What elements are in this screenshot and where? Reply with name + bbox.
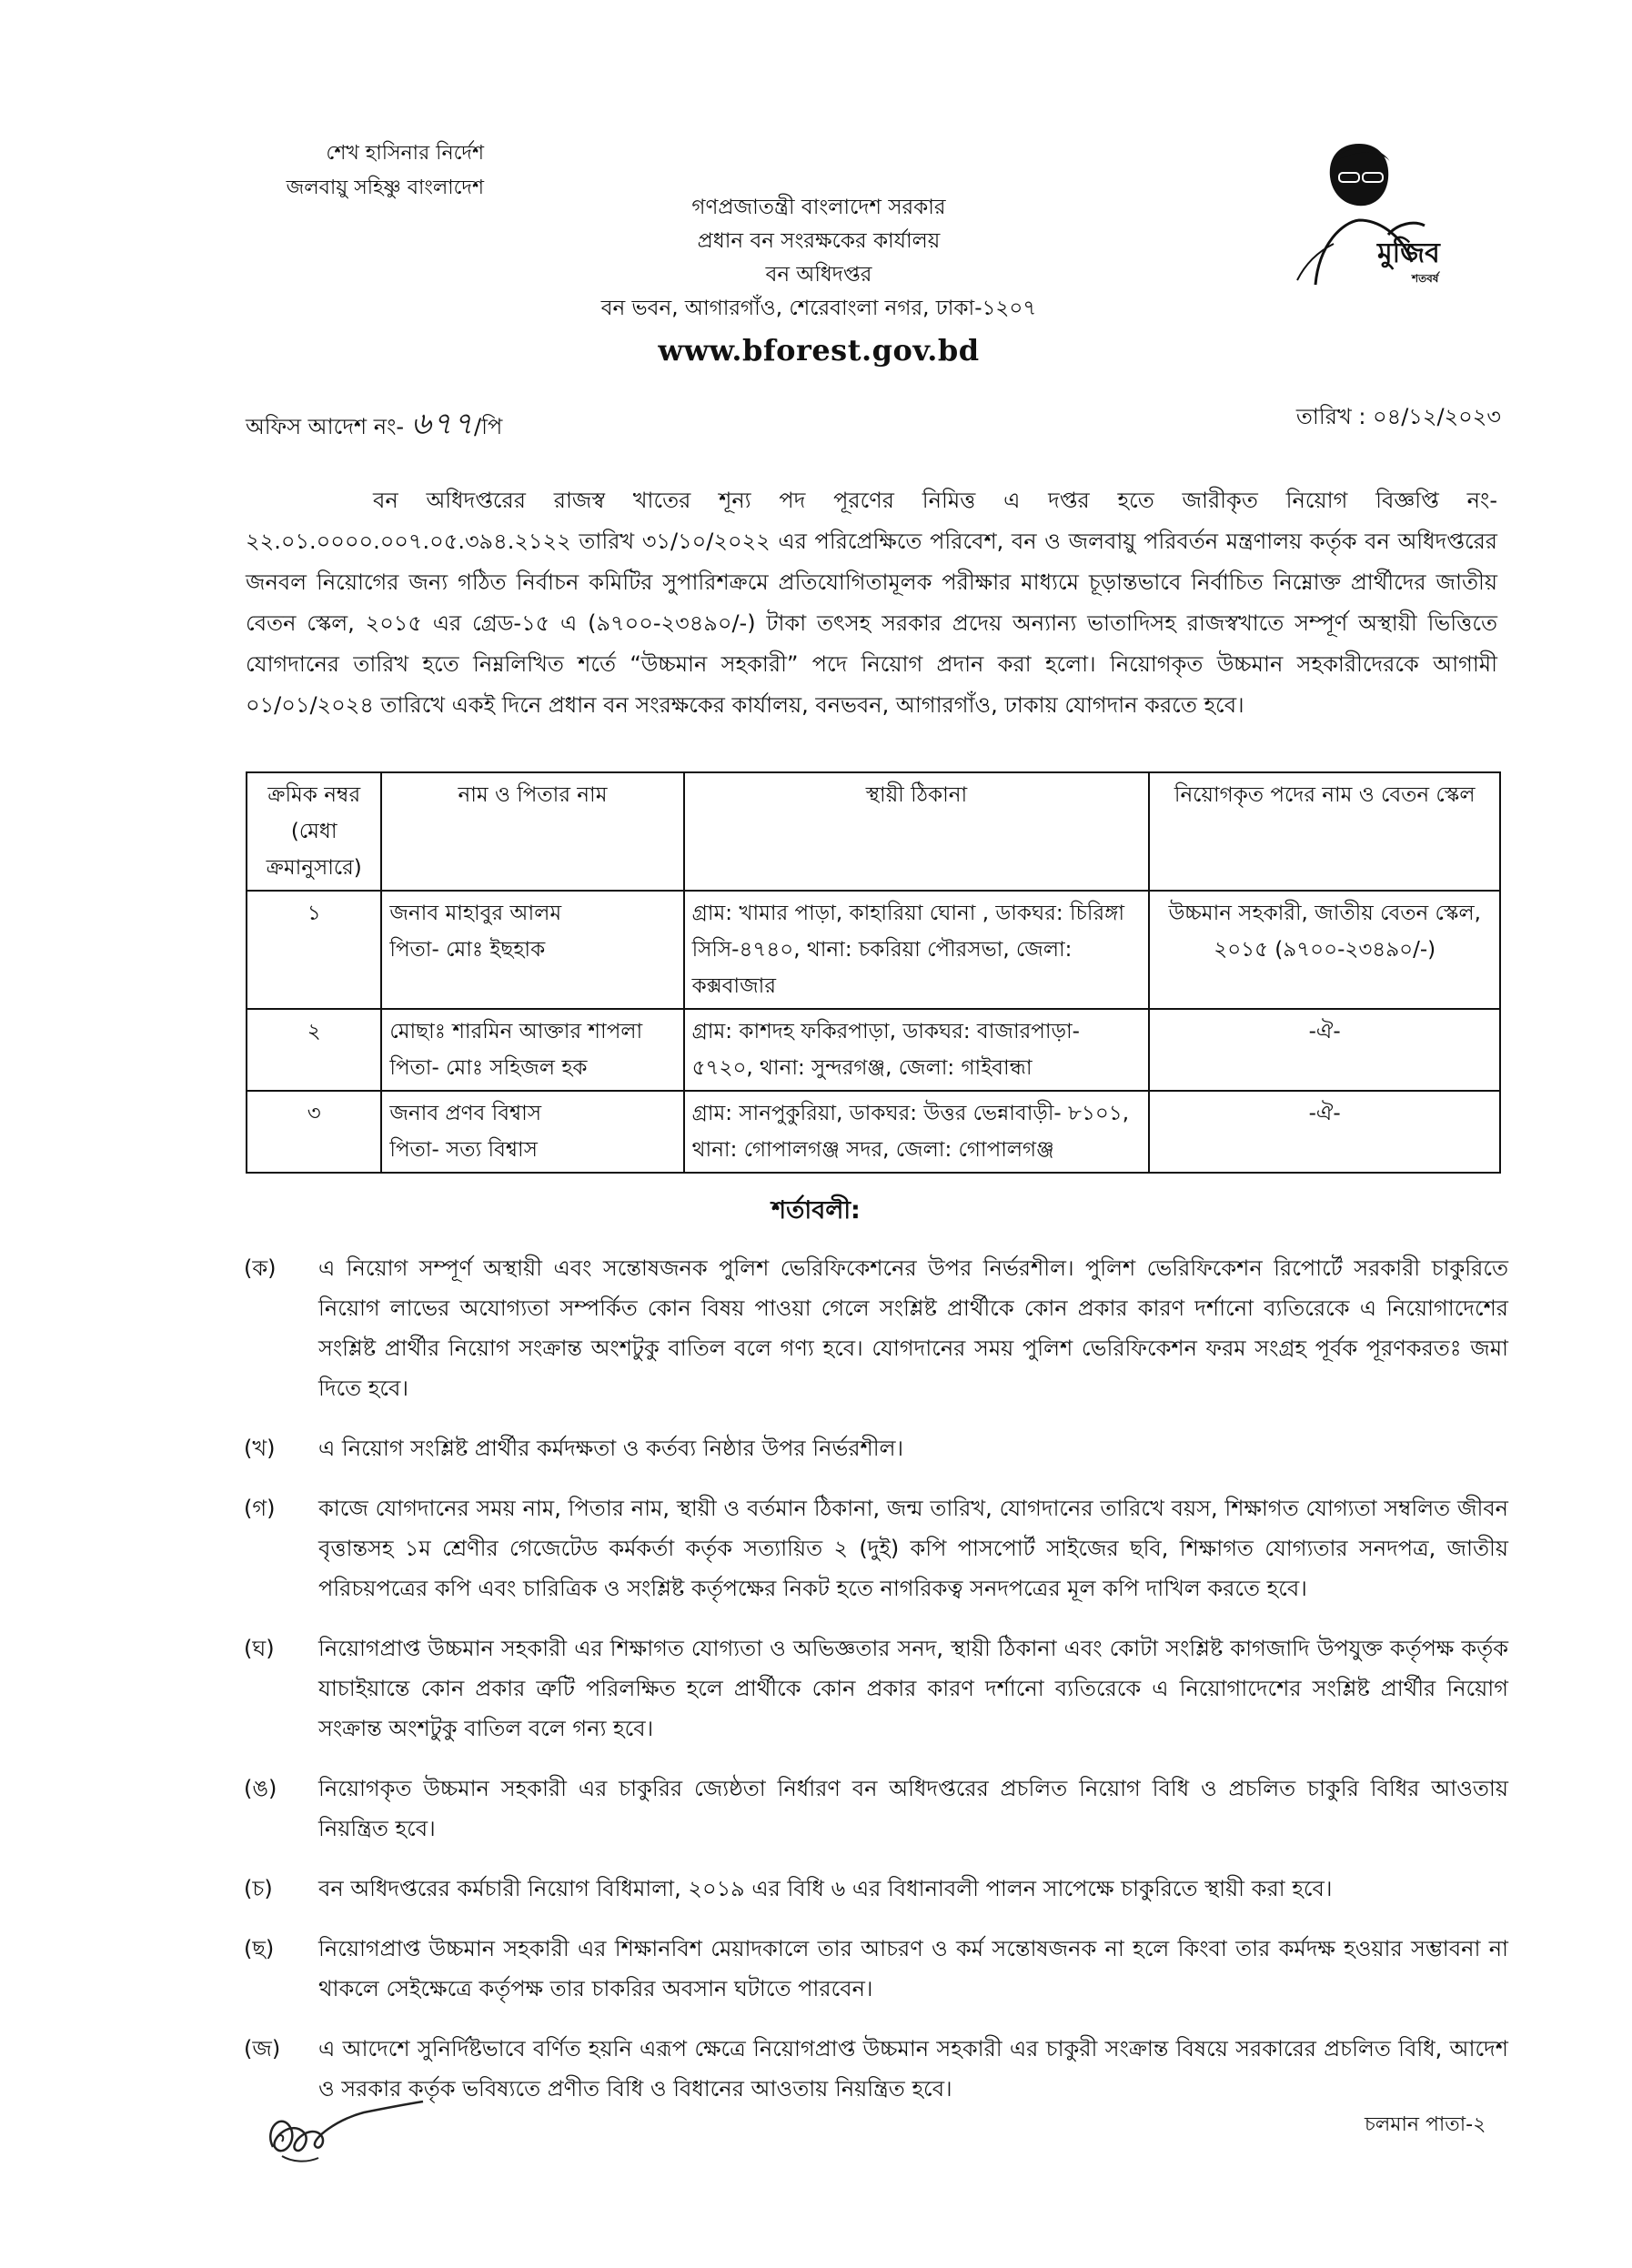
row-address: গ্রাম: সানপুকুরিয়া, ডাকঘর: উত্তর ভেন্নাবাড়ী- ৮১০১, থানা: গোপালগঞ্জ সদর, জেলা: গোপালগঞ্জ — [684, 1091, 1150, 1173]
header-name: নাম ও পিতার নাম — [381, 772, 683, 891]
table-row — [247, 891, 1500, 1009]
letterhead — [546, 191, 1092, 371]
condition-item — [244, 1769, 1508, 1849]
condition-text: বন অধিদপ্তরের কর্মচারী নিয়োগ বিধিমালা, ২০১৯ এর বিধি ৬ এর বিধানাবলী পালন সাপেক্ষে চাকুরিতে স্থায়ী করা হবে। — [318, 1876, 1333, 1901]
table-row — [247, 1091, 1500, 1173]
letterhead-website[interactable]: www.bforest.gov.bd — [658, 333, 980, 368]
conditions-title: শর্তাবলী: — [771, 1196, 861, 1225]
appointee-name: জনাব প্রণব বিশ্বাস — [389, 1102, 542, 1125]
letterhead-office: প্রধান বন সংরক্ষকের কার্যালয় — [697, 229, 941, 253]
emblem-subtext: শতবর্ষ — [1412, 272, 1439, 285]
row-name-cell — [381, 1009, 683, 1091]
header-serial: ক্রমিক নম্বর (মেধা ক্রমানুসারে) — [247, 772, 381, 891]
table-header-row — [247, 772, 1500, 891]
condition-text: কাজে যোগদানের সময় নাম, পিতার নাম, স্থায়ী ও বর্তমান ঠিকানা, জন্ম তারিখ, যোগদানের তারিখে বয়স, শিক্ষাগত যোগ্যতা সম্বলিত জীবন বৃত্তান্তসহ ১ম শ্রেণীর গেজেটেড কর্মকর্তা কর্তৃক সত্যায়িত ২ (দুই) কপি পাসপোর্ট সাইজের ছবি, শিক্ষাগত যোগ্যতার সনদপত্র, জাতীয় পরিচয়পত্রের কপি এবং চারিত্রিক ও সংশ্লিষ্ট কর্তৃপক্ষের নিকট হতে নাগরিকত্ব সনদপত্রের মূল কপি দাখিল করতে হবে। — [318, 1496, 1508, 1601]
letterhead-department: বন অধিদপ্তর — [765, 263, 872, 287]
condition-item — [244, 1488, 1508, 1608]
row-address: গ্রাম: খামার পাড়া, কাহারিয়া ঘোনা , ডাকঘর: চিরিঙ্গা সিসি-৪৭৪০, থানা: চকরিয়া পৌরসভা, জেলা: কক্সবাজার — [684, 891, 1150, 1009]
conditions-list — [244, 1248, 1508, 2129]
order-number-prefix: অফিস আদেশ নং- — [246, 414, 405, 439]
header-address: স্থায়ী ঠিকানা — [684, 772, 1150, 891]
condition-item — [244, 1248, 1508, 1408]
condition-text: এ নিয়োগ সম্পূর্ণ অস্থায়ী এবং সন্তোষজনক পুলিশ ভেরিফিকেশনের উপর নির্ভরশীল। পুলিশ ভেরিফিকেশন রিপোর্টে সরকারী চাকুরিতে নিয়োগ লাভের অযোগ্যতা সম্পর্কিত কোন বিষয় পাওয়া গেলে সংশ্লিষ্ট প্রার্থীকে কোন প্রকার কারণ দর্শানো ব্যতিরেকে এ নিয়োগাদেশের সংশ্লিষ্ট প্রার্থীর নিয়োগ সংক্রান্ত অংশটুকু বাতিল বলে গণ্য হবে। যোগদানের সময় পুলিশ ভেরিফিকেশন ফরম সংগ্রহ পূর্বক পূরণকরতঃ জমা দিতে হবে। — [318, 1255, 1508, 1401]
condition-text: নিয়োগকৃত উচ্চমান সহকারী এর চাকুরির জ্যেষ্ঠতা নির্ধারণ বন অধিদপ্তরের প্রচলিত নিয়োগ বিধি ও প্রচলিত চাকুরি বিধির আওতায় নিয়ন্ত্রিত হবে। — [318, 1776, 1508, 1841]
continue-page-label: চলমান পাতা-২ — [1365, 2113, 1486, 2136]
header-post: নিয়োগকৃত পদের নাম ও বেতন স্কেল — [1149, 772, 1500, 891]
condition-mark: (ক) — [244, 1255, 277, 1281]
condition-text: নিয়োগপ্রাপ্ত উচ্চমান সহকারী এর শিক্ষানবিশ মেয়াদকালে তার আচরণ ও কর্ম সন্তোষজনক না হলে কিংবা তার কর্মদক্ষ হওয়ার সম্ভাবনা না থাকলে সেইক্ষেত্রে কর্তৃপক্ষ তার চাকরির অবসান ঘটাতে পারবেন। — [318, 1936, 1508, 2001]
intro-text: বন অধিদপ্তরের রাজস্ব খাতের শূন্য পদ পূরণের নিমিত্ত এ দপ্তর হতে জারীকৃত নিয়োগ বিজ্ঞপ্তি নং- ২২.০১.০০০০.০০৭.০৫.৩৯৪.২১২২ তারিখ ৩১/১০/২০২২ এর পরিপ্রেক্ষিতে পরিবেশ, বন ও জলবায়ু পরিবর্তন মন্ত্রণালয় কর্তৃক বন অধিদপ্তরের জনবল নিয়োগের জন্য গঠিত নির্বাচন কমিটির সুপারিশক্রমে প্রতিযোগিতামূলক পরীক্ষার মাধ্যমে চূড়ান্তভাবে নির্বাচিত নিম্নোক্ত প্রার্থীদের জাতীয় বেতন স্কেল, ২০১৫ এর গ্রেড-১৫ এ (৯৭০০-২৩৪৯০/-) টাকা তৎসহ সরকার প্রদেয় অন্যান্য ভাতাদিসহ রাজস্বখাতে সম্পূর্ণ অস্থায়ী ভিত্তিতে যোগদানের তারিখ হতে নিম্নলিখিত শর্তে “উচ্চমান সহকারী” পদে নিয়োগ প্রদান করা হলো। নিয়োগকৃত উচ্চমান সহকারীদেরকে আগামী ০১/০১/২০২৪ তারিখে একই দিনে প্রধান বন সংরক্ষকের কার্যালয়, বনভবন, আগারগাঁও, ঢাকায় যোগদান করতে হবে। — [246, 488, 1497, 718]
slogan — [238, 136, 484, 206]
condition-mark: (গ) — [244, 1496, 276, 1521]
order-row — [246, 393, 1501, 448]
office-order-number — [246, 400, 502, 452]
handwritten-signature-icon — [255, 2092, 437, 2174]
appointee-father: পিতা- সত্য বিশ্বাস — [389, 1138, 538, 1162]
appointee-father: পিতা- মোঃ ইছহাক — [389, 938, 546, 962]
condition-mark: (জ) — [244, 2036, 281, 2061]
row-post: -ঐ- — [1149, 1009, 1500, 1091]
table-row — [247, 1009, 1500, 1091]
order-date: তারিখ : ০৪/১২/২০২৩ — [1295, 404, 1501, 429]
row-serial: ৩ — [247, 1091, 381, 1173]
emblem-text: মুজিব — [1377, 237, 1440, 269]
row-serial: ২ — [247, 1009, 381, 1091]
appointee-table — [246, 771, 1501, 1174]
row-post: উচ্চমান সহকারী, জাতীয় বেতন স্কেল, ২০১৫ (৯৭০০-২৩৪৯০/-) — [1149, 891, 1500, 1009]
condition-item — [244, 1428, 1508, 1468]
condition-mark: (ঙ) — [244, 1776, 277, 1801]
condition-item — [244, 1869, 1508, 1909]
appointee-name: মোছাঃ শারমিন আক্তার শাপলা — [389, 1020, 643, 1043]
condition-text: নিয়োগপ্রাপ্ত উচ্চমান সহকারী এর শিক্ষাগত যোগ্যতা ও অভিজ্ঞতার সনদ, স্থায়ী ঠিকানা এবং কোটা সংশ্লিষ্ট কাগজাদি উপযুক্ত কর্তৃপক্ষ কর্তৃক যাচাইয়ান্তে কোন প্রকার ত্রুটি পরিলক্ষিত হলে প্রার্থীকে কোন প্রকার কারণ দর্শানো ব্যতিরেকে এ নিয়োগাদেশের সংশ্লিষ্ট প্রার্থীর নিয়োগ সংক্রান্ত অংশটুকু বাতিল বলে গন্য হবে। — [318, 1636, 1508, 1741]
intro-paragraph — [246, 480, 1497, 726]
row-post: -ঐ- — [1149, 1091, 1500, 1173]
condition-mark: (চ) — [244, 1876, 273, 1901]
mujib-centenary-logo-icon — [1252, 126, 1479, 289]
appointee-father: পিতা- মোঃ সহিজল হক — [389, 1056, 588, 1080]
order-number-suffix: /পি — [474, 414, 503, 439]
row-name-cell — [381, 1091, 683, 1173]
condition-mark: (ছ) — [244, 1936, 275, 1961]
condition-mark: (ঘ) — [244, 1636, 275, 1661]
letterhead-government: গণপ্রজাতন্ত্রী বাংলাদেশ সরকার — [691, 196, 946, 219]
row-serial: ১ — [247, 891, 381, 1009]
slogan-line-2: জলবায়ু সহিষ্ণু বাংলাদেশ — [286, 176, 484, 199]
order-number-handwritten: ৬৭৭ — [410, 406, 475, 442]
slogan-line-1: শেখ হাসিনার নির্দেশ — [326, 142, 484, 165]
condition-item — [244, 1929, 1508, 2009]
condition-text: এ আদেশে সুনির্দিষ্টভাবে বর্ণিত হয়নি এরূপ ক্ষেত্রে নিয়োগপ্রাপ্ত উচ্চমান সহকারী এর চাকুরী সংক্রান্ত বিষয়ে সরকারের প্রচলিত বিধি, আদেশ ও সরকার কর্তৃক ভবিষ্যতে প্রণীত বিধি ও বিধানের আওতায় নিয়ন্ত্রিত হবে। — [318, 2036, 1508, 2102]
condition-mark: (খ) — [244, 1436, 276, 1461]
letterhead-address: বন ভবন, আগারগাঁও, শেরেবাংলা নগর, ঢাকা-১২০৭ — [600, 297, 1037, 320]
condition-item — [244, 1628, 1508, 1749]
row-address: গ্রাম: কাশদহ ফকিরপাড়া, ডাকঘর: বাজারপাড়া- ৫৭২০, থানা: সুন্দরগঞ্জ, জেলা: গাইবান্ধা — [684, 1009, 1150, 1091]
appointee-name: জনাব মাহাবুর আলম — [389, 902, 562, 925]
condition-text: এ নিয়োগ সংশ্লিষ্ট প্রার্থীর কর্মদক্ষতা ও কর্তব্য নিষ্ঠার উপর নির্ভরশীল। — [318, 1436, 904, 1461]
row-name-cell — [381, 891, 683, 1009]
